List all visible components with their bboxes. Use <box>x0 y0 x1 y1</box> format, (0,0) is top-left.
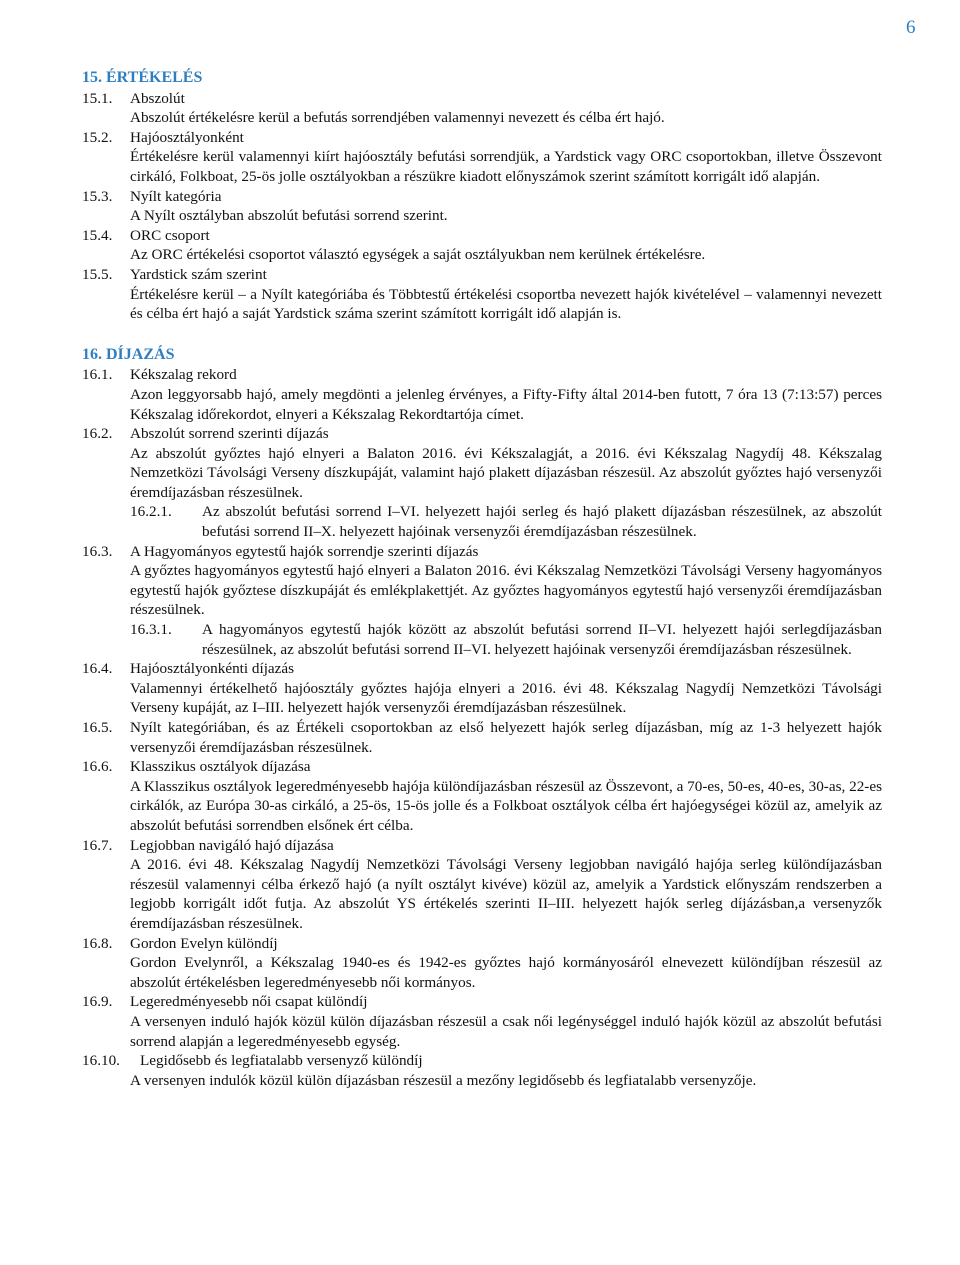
item-body: A versenyen induló hajók közül külön díjazásban részesül a csak női legénységgel induló hajók közül az abszolút befutási sorrend alapján a legeredményesebb egység. <box>130 1012 882 1050</box>
item-title: ORC csoport <box>130 226 210 244</box>
item-body: A győztes hagyományos egytestű hajó elnyeri a Balaton 2016. évi Kékszalag Nemzetközi Távolsági Verseny hagyományos egytestű hajók győztese díszkupáját és emlékplakettjét. Az győztes hagyományos egytestű hajó versenyzői éremdíjazásban részesülnek. <box>130 562 882 619</box>
item-title: Abszolút sorrend szerinti díjazás <box>130 425 329 443</box>
section-15-2 <box>82 128 882 187</box>
item-title: Legeredményesebb női csapat különdíj <box>130 993 368 1011</box>
item-body: A Nyílt osztályban abszolút befutási sorrend szerint. <box>130 207 448 225</box>
item-title: Yardstick szám szerint <box>130 265 267 283</box>
item-number: 15.3. <box>82 187 113 205</box>
subitem-number: 16.3.1. <box>130 621 172 639</box>
item-number: 15.5. <box>82 265 113 283</box>
item-body: Értékelésre kerül valamennyi kiírt hajóosztály befutási sorrendjük, a Yardstick vagy ORC csoportokban, illetve Összevont cirkáló, Folkboat, 25-ös jolle osztályokban a részükre kiadott előnyszámok szerint számított korrigált idő alapján. <box>130 148 882 185</box>
item-body: Abszolút értékelésre kerül a befutás sorrendjében valamennyi nevezett és célba ért hajó. <box>130 109 665 127</box>
item-body: Valamennyi értékelhető hajóosztály győztes hajója elnyeri a 2016. évi 48. Kékszalag Nagydíj Nemzetközi Távolsági Verseny kupáját, az I–III. helyezett hajók versenyzői éremdíjazásban részesülnek. <box>130 679 882 717</box>
section-15-4 <box>82 226 882 265</box>
item-number: 16.9. <box>82 993 113 1011</box>
item-title: Hajóosztályonkénti díjazás <box>130 660 295 678</box>
item-title: Legidősebb és legfiatalabb versenyző különdíj <box>140 1052 423 1070</box>
item-body: A versenyen indulók közül külön díjazásban részesül a mezőny legidősebb és legfiatalabb versenyzője. <box>130 1071 757 1089</box>
item-number: 16.6. <box>82 758 113 776</box>
item-body: A 2016. évi 48. Kékszalag Nagydíj Nemzetközi Távolsági Verseny legjobban navigáló hajója serleg különdíjazásban részesül valamennyi célba érkező hajó (a nyílt osztályt kivéve) közül az, amelyik a Yardstick előnyszám rendszerben a legjobb korrigált időt futja. Az abszolút YS értékelés szerinti II–III. helyezett hajók serleg díjázásban,a versenyzők éremdíjazásban részesülnek. <box>130 856 882 932</box>
subitem-16-2-1 <box>130 502 882 541</box>
item-number: 15.4. <box>82 226 113 244</box>
item-number: 16.2. <box>82 425 113 443</box>
section-15-5 <box>82 265 882 324</box>
item-number: 16.3. <box>82 542 113 560</box>
section-16-3 <box>82 542 882 660</box>
item-title: Legjobban navigáló hajó díjazása <box>130 836 334 854</box>
item-number: 16.5. <box>82 719 113 736</box>
item-number: 15.2. <box>82 128 113 146</box>
subitem-body: A hagyományos egytestű hajók között az abszolút befutási sorrend II–VI. helyezett hajói serlegdíjazásban részesülnek, az abszolút befutási sorrend II–VI. helyezett hajóinak versenyzői éremdíjazásban részesülnek. <box>202 621 882 658</box>
section-16-2 <box>82 424 882 542</box>
item-body: Gordon Evelynről, a Kékszalag 1940-es és 1942-es győztes hajó kormányosáról elnevezett különdíjban részesül az abszolút értékelésben legeredményesebb női kormányos. <box>130 954 882 991</box>
section-16-5 <box>82 718 882 757</box>
item-title: Gordon Evelyn különdíj <box>130 934 278 952</box>
item-number: 16.10. <box>82 1052 120 1070</box>
section-16-6 <box>82 757 882 835</box>
section-16-9 <box>82 992 882 1051</box>
section-16-10 <box>82 1051 882 1090</box>
item-body: A Klasszikus osztályok legeredményesebb hajója különdíjazásban részesül az Összevont, a 70-es, 50-es, 40-es, 30-as, 22-es cirkálók, az Európa 30-as cirkáló, a 25-ös, 15-ös jolle és a Folkboat osztályok célba ért hajóegységei közül az, amelyik az abszolút befutási sorrendben elsőnek ért célba. <box>130 777 882 834</box>
subitem-number: 16.2.1. <box>130 503 172 521</box>
section-16-1 <box>82 365 882 424</box>
page-number: 6 <box>906 17 916 38</box>
subitem-16-3-1 <box>130 620 882 659</box>
item-body: Azon leggyorsabb hajó, amely megdönti a jelenleg érvényes, a Fifty-Fifty által 2014-ben futott, 7 óra 13 (7:13:57) perces Kékszalag időrekordot, elnyeri a Kékszalag Rekordtartója címet. <box>130 385 882 423</box>
item-number: 16.1. <box>82 366 113 384</box>
subitem-body: Az abszolút befutási sorrend I–VI. helyezett hajói serleg és hajó plakett díjazásban részesülnek, az abszolút befutási sorrend II–X. helyezett hajóinak versenyzői éremdíjazásban részesülnek. <box>202 503 882 541</box>
item-body: Értékelésre kerül – a Nyílt kategóriába és Többtestű értékelési csoportba nevezett hajók kivételével – valamennyi nevezett és célba ért hajó a saját Yardstick száma szerint számított korrigált idő alapján is. <box>130 285 882 323</box>
item-number: 16.8. <box>82 934 113 952</box>
item-title: Klasszikus osztályok díjazása <box>130 758 311 776</box>
item-body: Az abszolút győztes hajó elnyeri a Balaton 2016. évi Kékszalagját, a 2016. évi Kékszalag Nagydíj 48. Kékszalag Nemzetközi Távolsági Verseny díszkupáját, valamint hajó plakett díjazásban részesül. Az abszolút győztes hajó versenyzői éremdíjazásban részesülnek. <box>130 444 882 501</box>
section-heading-15: 15. ÉRTÉKELÉS <box>82 69 203 86</box>
item-body: Nyílt kategóriában, és az Értékeli csoportokban az első helyezett hajók serleg díjazásban, míg az 1-3 helyezett hajók versenyzői éremdíjazásban részesülnek. <box>130 719 882 756</box>
item-number: 16.7. <box>82 836 113 854</box>
item-body: Az ORC értékelési csoportot választó egységek a saját osztályukban nem kerülnek értékelésre. <box>130 246 706 264</box>
item-number: 15.1. <box>82 89 113 107</box>
section-heading-16: 16. DÍJAZÁS <box>82 345 175 363</box>
item-title: A Hagyományos egytestű hajók sorrendje szerinti díjazás <box>130 542 479 560</box>
item-title: Nyílt kategória <box>130 187 222 205</box>
item-title: Kékszalag rekord <box>130 366 237 384</box>
section-16-8 <box>82 934 882 993</box>
section-16-4 <box>82 659 882 718</box>
document-body <box>82 68 882 1090</box>
item-title: Hajóosztályonként <box>130 128 244 146</box>
item-title: Abszolút <box>130 89 185 107</box>
section-15-1 <box>82 89 882 128</box>
section-15-3 <box>82 187 882 226</box>
section-16-7 <box>82 836 882 934</box>
item-number: 16.4. <box>82 660 113 678</box>
